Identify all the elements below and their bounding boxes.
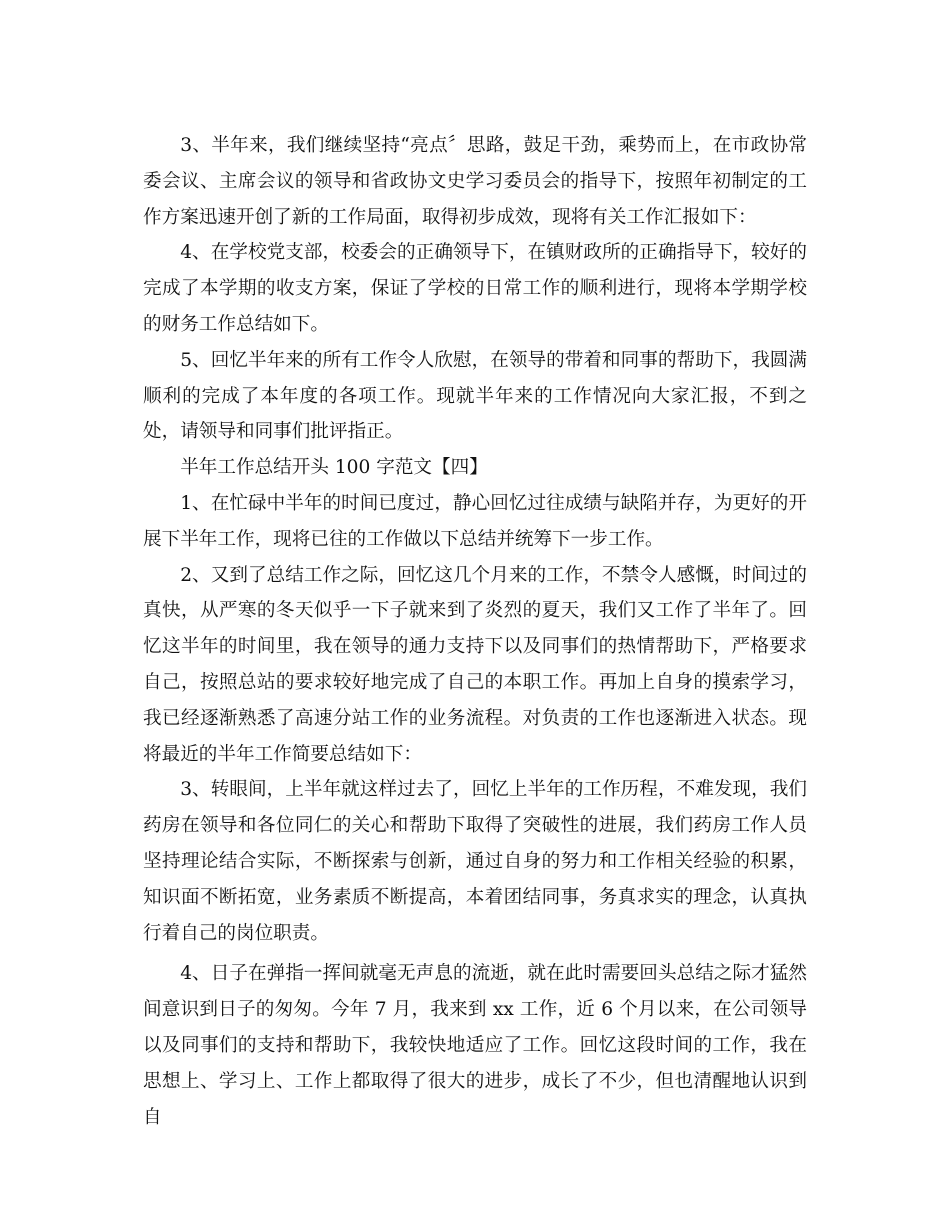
paragraph-1: 3、半年来，我们继续坚持“亮点〞思路，鼓足干劲，乘势而上，在市政协常委会议、主席会议的领导和省政协文史学习委员会的指导下，按照年初制定的工作方案迅速开创了新的工作局面，取得初步成效，现将有关工作汇报如下： [143, 135, 807, 228]
paragraph-5: 1、在忙碌中半年的时间已度过，静心回忆过往成绩与缺陷并存，为更好的开展下半年工作，现将已往的工作做以下总结并统筹下一步工作。 [143, 492, 807, 550]
document-body [143, 128, 807, 1135]
paragraph-8: 4、日子在弹指一挥间就毫无声息的流逝，就在此时需要回头总结之际才猛然间意识到日子的匆匆。今年 7 月，我来到 xx 工作，近 6 个月以来，在公司领导以及同事们的支持和帮助下，我较快地适应了工作。回忆这段时间的工作，我在思想上、学习上、工作上都取得了很大的进步，成长了不少，但也清醒地认识到自 [143, 963, 807, 1128]
section-heading: 半年工作总结开头 100 字范文【四】 [180, 457, 488, 479]
paragraph-6: 2、又到了总结工作之际，回忆这几个月来的工作，不禁令人感慨，时间过的真快，从严寒的冬天似乎一下子就来到了炎烈的夏天，我们又工作了半年了。回忆这半年的时间里，我在领导的通力支持下以及同事们的热情帮助下，严格要求自己，按照总站的要求较好地完成了自己的本职工作。再加上自身的摸索学习，我已经逐渐熟悉了高速分站工作的业务流程。对负责的工作也逐渐进入状态。现将最近的半年工作简要总结如下： [143, 564, 807, 765]
paragraph-2: 4、在学校党支部，校委会的正确领导下，在镇财政所的正确指导下，较好的完成了本学期的收支方案，保证了学校的日常工作的顺利进行，现将本学期学校的财务工作总结如下。 [143, 242, 807, 335]
paragraph-7: 3、转眼间，上半年就这样过去了，回忆上半年的工作历程，不难发现，我们药房在领导和各位同仁的关心和帮助下取得了突破性的进展，我们药房工作人员坚持理论结合实际，不断探索与创新，通过自身的努力和工作相关经验的积累，知识面不断拓宽，业务素质不断提高，本着团结同事，务真求实的理念，认真执行着自己的岗位职责。 [143, 779, 807, 944]
paragraph-3: 5、回忆半年来的所有工作令人欣慰，在领导的带着和同事的帮助下，我圆满顺利的完成了本年度的各项工作。现就半年来的工作情况向大家汇报，不到之处，请领导和同事们批评指正。 [143, 349, 807, 443]
